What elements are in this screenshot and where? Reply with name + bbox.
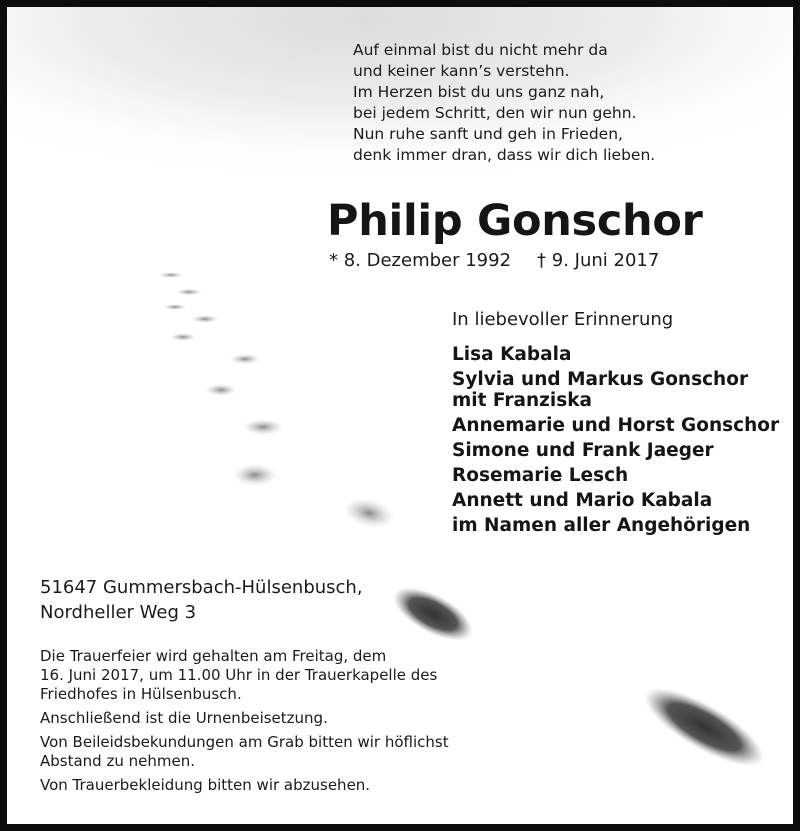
funeral-service-note [40, 647, 449, 704]
note-line: Friedhofes in Hülsenbusch. [40, 685, 242, 703]
note-line: Die Trauerfeier wird gehalten am Freitag, dem [40, 647, 387, 665]
poem-line: und keiner kann’s verstehn. [353, 62, 570, 80]
condolence-note [40, 733, 449, 771]
address-line: 51647 Gummersbach-Hülsenbusch, [40, 577, 363, 598]
address-block [40, 575, 363, 625]
mourner-line: Sylvia und Markus Gonschor [452, 369, 749, 390]
note-line: Anschließend ist die Urnenbeisetzung. [40, 709, 328, 727]
mourner-line: Simone und Frank Jaeger [452, 440, 714, 461]
urn-burial-note [40, 709, 449, 728]
death-date: † 9. Juni 2017 [537, 250, 660, 271]
poem-line: denk immer dran, dass wir dich lieben. [353, 146, 656, 164]
poem-line: Auf einmal bist du nicht mehr da [353, 41, 608, 59]
mourner-line: mit Franziska [452, 390, 593, 411]
deceased-name: Philip Gonschor [327, 196, 703, 246]
mourner-line: Lisa Kabala [452, 344, 572, 365]
note-line: Von Trauerbekleidung bitten wir abzusehen. [40, 776, 371, 794]
memory-heading: In liebevoller Erinnerung [452, 309, 674, 330]
memorial-poem [353, 40, 655, 166]
mourner-line: Rosemarie Lesch [452, 465, 629, 486]
note-line: 16. Juni 2017, um 11.00 Uhr in der Trauerkapelle des [40, 666, 438, 684]
poem-line: Nun ruhe sanft und geh in Frieden, [353, 125, 623, 143]
poem-line: bei jedem Schritt, den wir nun gehn. [353, 104, 637, 122]
mourner-line: im Namen aller Angehörigen [452, 515, 751, 536]
birth-date: * 8. Dezember 1992 [329, 250, 512, 271]
mourner-line: Annett und Mario Kabala [452, 490, 713, 511]
poem-line: Im Herzen bist du uns ganz nah, [353, 83, 605, 101]
mourner-line: Annemarie und Horst Gonschor [452, 415, 780, 436]
attire-note [40, 776, 449, 795]
address-line: Nordheller Weg 3 [40, 602, 197, 623]
life-dates [329, 250, 659, 271]
funeral-notes [40, 647, 449, 800]
note-line: Von Beileidsbekundungen am Grab bitten wir höflichst [40, 733, 449, 751]
note-line: Abstand zu nehmen. [40, 752, 195, 770]
mourners-list [452, 342, 779, 538]
